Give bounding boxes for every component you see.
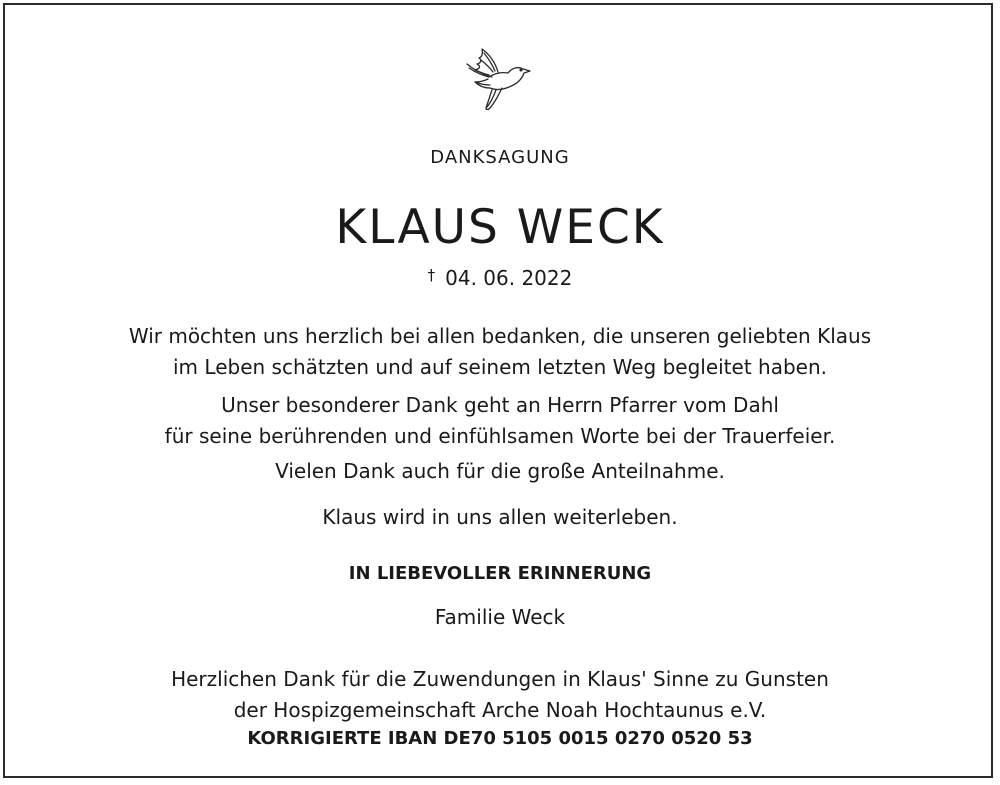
- text-line: im Leben schätzten und auf seinem letzten Weg begleitet haben.: [173, 355, 827, 379]
- cross-icon: †: [427, 266, 436, 284]
- text-line: Herzlichen Dank für die Zuwendungen in Klaus' Sinne zu Gunsten: [171, 667, 829, 691]
- notice-heading: DANKSAGUNG: [430, 147, 570, 168]
- remembrance-paragraph: [0, 502, 1000, 533]
- text-line: Vielen Dank auch für die große Anteilnahme.: [275, 459, 725, 483]
- text-line: der Hospizgemeinschaft Arche Noah Hochtaunus e.V.: [233, 698, 767, 722]
- sympathy-paragraph: [0, 456, 1000, 487]
- thanks-paragraph: [0, 321, 1000, 383]
- death-date-line: [0, 266, 1000, 290]
- iban-line: KORRIGIERTE IBAN DE70 5105 0015 0270 0520 53: [247, 728, 753, 749]
- text-line: für seine berührenden und einfühlsamen Worte bei der Trauerfeier.: [164, 424, 836, 448]
- donation-paragraph: [0, 664, 1000, 726]
- death-date: 04. 06. 2022: [445, 266, 573, 290]
- text-line: Wir möchten uns herzlich bei allen bedanken, die unseren geliebten Klaus: [128, 324, 872, 348]
- deceased-name: KLAUS WECK: [335, 200, 665, 255]
- text-line: Unser besonderer Dank geht an Herrn Pfarrer vom Dahl: [221, 393, 779, 417]
- memory-line: IN LIEBEVOLLER ERINNERUNG: [348, 563, 652, 584]
- text-line: Klaus wird in uns allen weiterleben.: [322, 505, 678, 529]
- signature: Familie Weck: [434, 605, 566, 629]
- pastor-thanks-paragraph: [0, 390, 1000, 452]
- dove-icon: [462, 44, 540, 116]
